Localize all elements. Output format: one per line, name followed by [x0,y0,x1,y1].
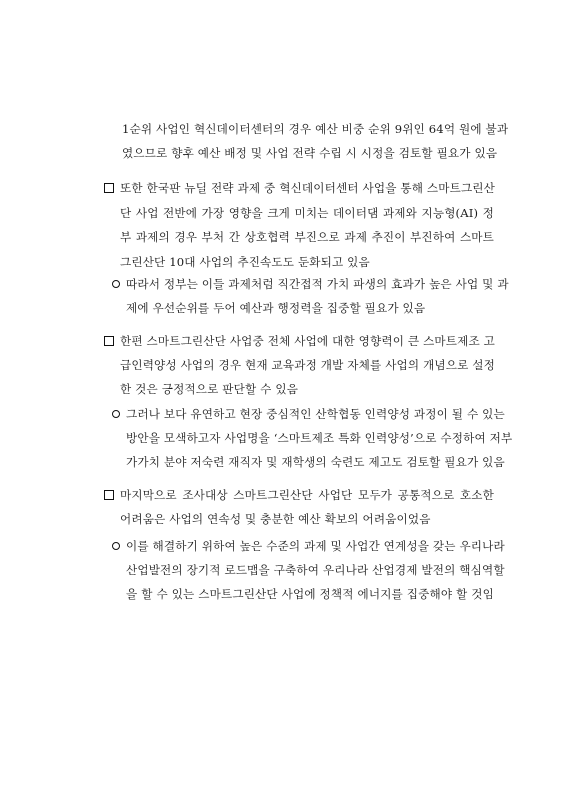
paragraph-line: 가가치 분야 저숙련 재직자 및 재학생의 숙련도 제고도 검토할 필요가 있음 [126,455,505,469]
paragraph-line: 한편 스마트그린산단 사업중 전체 사업에 대한 영향력이 큰 스마트제조 고 [120,334,496,348]
paragraph-line: 1순위 사업인 혁신데이터센터의 경우 예산 비중 순위 9위인 64억 원에 불과 [122,122,509,136]
square-bullet-icon [104,336,114,346]
paragraph-line: 마지막으로 조사대상 스마트그린산단 사업단 모두가 공통적으로 호소한 [120,488,494,502]
paragraph-line: 따라서 정부는 이들 과제처럼 직간접적 가치 파생의 효과가 높은 사업 및 과 [126,277,509,291]
square-bullet-icon [104,183,114,193]
paragraph-line: 산업발전의 장기적 로드맵을 구축하여 우리나라 산업경제 발전의 핵심역할 [126,563,505,577]
paragraph-line: 어려움은 사업의 연속성 및 충분한 예산 확보의 어려움이었음 [120,512,431,526]
paragraph-line: 방안을 모색하고자 사업명을 ‘스마트제조 특화 인력양성’으로 수정하여 저부 [126,431,513,445]
paragraph-line: 한 것은 긍정적으로 판단할 수 있음 [120,382,299,396]
paragraph-line: 또한 한국판 뉴딜 전략 과제 중 혁신데이터센터 사업을 통해 스마트그린산 [120,181,496,195]
circle-bullet-icon [112,280,120,288]
paragraph-line: 을 할 수 있는 스마트그린산단 사업에 정책적 에너지를 집중해야 할 것임 [126,587,494,601]
paragraph-line: 제에 우선순위를 두어 예산과 행정력을 집중할 필요가 있음 [126,301,426,315]
circle-bullet-icon [112,542,120,550]
paragraph-line: 이를 해결하기 위하여 높은 수준의 과제 및 사업간 연계성을 갖는 우리나라 [126,539,505,553]
paragraph-line: 였으므로 향후 예산 배정 및 사업 전략 수립 시 시정을 검토할 필요가 있음 [122,146,498,160]
paragraph-line: 그러나 보다 유연하고 현장 중심적인 산학협동 인력양성 과정이 될 수 있는 [126,407,505,421]
paragraph-line: 부 과제의 경우 부처 간 상호협력 부진으로 과제 추진이 부진하여 스마트 [120,230,494,244]
paragraph-line: 그린산단 10대 사업의 추진속도도 둔화되고 있음 [120,255,370,269]
circle-bullet-icon [112,410,120,418]
paragraph-line: 급인력양성 사업의 경우 현재 교육과정 개발 자체를 사업의 개념으로 설정 [120,358,496,372]
square-bullet-icon [104,490,114,500]
paragraph-line: 단 사업 전반에 가장 영향을 크게 미치는 데이터댐 과제와 지능형(AI) 정 [120,206,494,220]
